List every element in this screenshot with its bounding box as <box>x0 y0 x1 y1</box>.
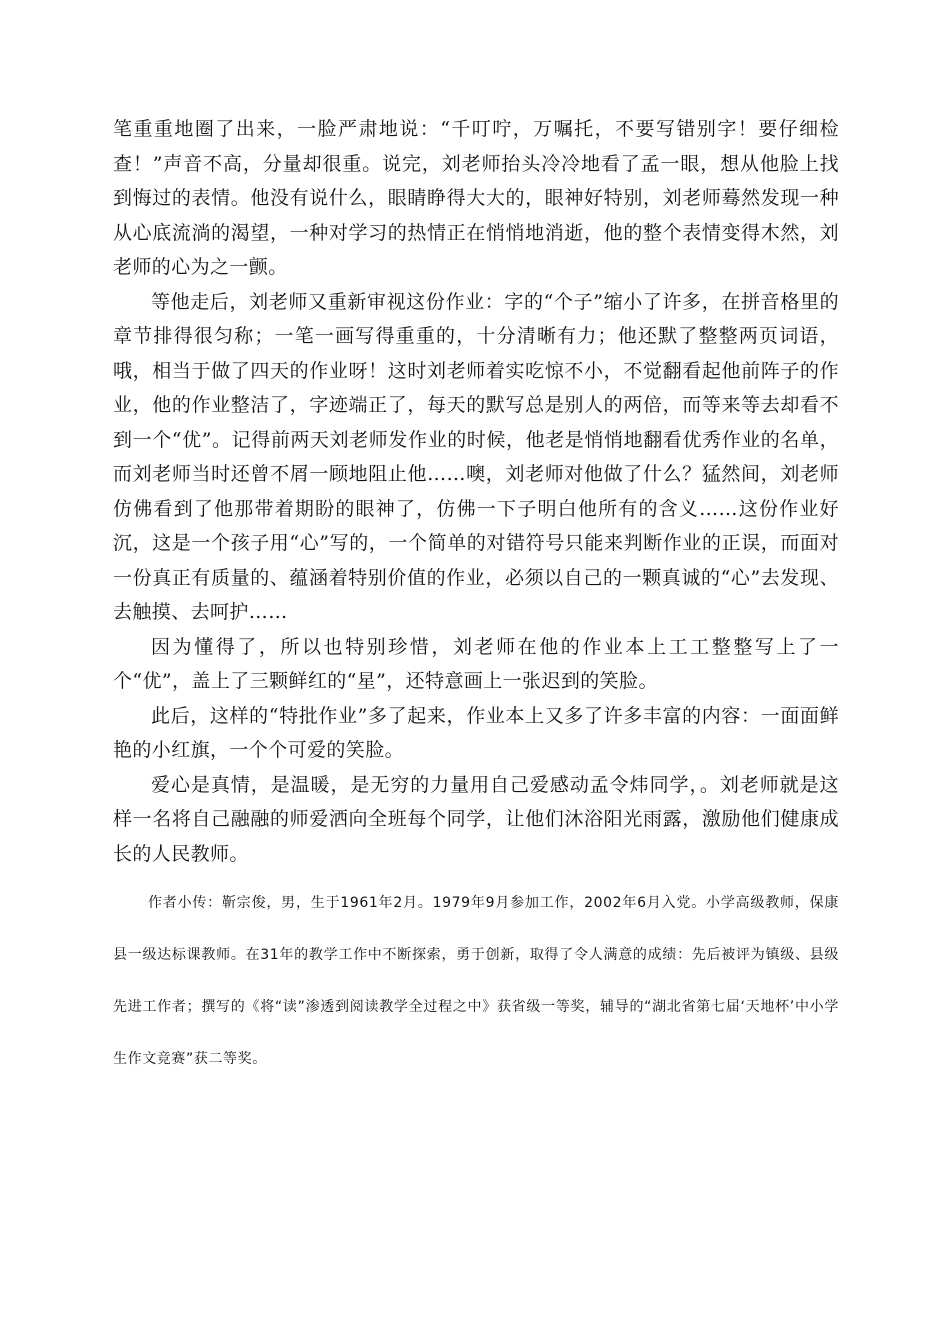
document-page <box>113 112 839 1085</box>
paragraph-excellent-grade: 因为懂得了，所以也特别珍惜，刘老师在他的作业本上工工整整写上了一个“优”，盖上了三颗鲜红的“星”，还特意画上一张迟到的笑脸。 <box>113 635 839 692</box>
paragraph-homework-review: 等他走后，刘老师又重新审视这份作业：字的“个子”缩小了许多，在拼音格里的章节排得很匀称；一笔一画写得重重的，十分清晰有力；他还默了整整两页词语，哦，相当于做了四天的作业呀！这时刘老师着实吃惊不小，不觉翻看起他前阵子的作业，他的作业整洁了，字迹端正了，每天的默写总是别人的两倍，而等来等去却看不到一个“优”。记得前两天刘老师发作业的时候，他老是悄悄地翻看优秀作业的名单，而刘老师当时还曾不屑一顾地阻止他……噢，刘老师对他做了什么？猛然间，刘老师仿佛看到了他那带着期盼的眼神了，仿佛一下子明白他所有的含义……这份作业好沉，这是一个孩子用“心”写的，一个简单的对错符号只能来判断作业的正误，而面对一份真正有质量的、蕴涵着特别价值的作业，必须以自己的一颗真诚的“心”去发现、去触摸、去呵护…… <box>113 290 839 623</box>
paragraph-continuation: 笔重重地圈了出来，一脸严肃地说：“千叮咛，万嘱托，不要写错别字！要仔细检查！”声音不高，分量却很重。说完，刘老师抬头冷冷地看了孟一眼，想从他脸上找到悔过的表情。他没有说什么，眼睛睁得大大的，眼神好特别，刘老师蓦然发现一种从心底流淌的渴望，一种对学习的热情正在悄悄地消逝，他的整个表情变得木然，刘老师的心为之一颤。 <box>113 118 839 278</box>
paragraph-conclusion: 爱心是真情，是温暖，是无穷的力量用自己爱感动孟令炜同学，。刘老师就是这样一名将自己融融的师爱洒向全班每个同学，让他们沐浴阳光雨露，激励他们健康成长的人民教师。 <box>113 773 839 865</box>
paragraph-special-homework: 此后，这样的“特批作业”多了起来，作业本上又多了许多丰富的内容：一面面鲜艳的小红旗，一个个可爱的笑脸。 <box>113 704 839 761</box>
author-bio: 作者小传：靳宗俊，男，生于1961年2月。1979年9月参加工作，2002年6月入党。小学高级教师，保康县一级达标课教师。在31年的教学工作中不断探索，勇于创新，取得了令人满意的成绩：先后被评为镇级、县级先进工作者；撰写的《将“读”渗透到阅读教学全过程之中》获省级一等奖，辅导的“湖北省第七届‘天地杯’中小学生作文竞赛”获二等奖。 <box>113 895 839 1067</box>
